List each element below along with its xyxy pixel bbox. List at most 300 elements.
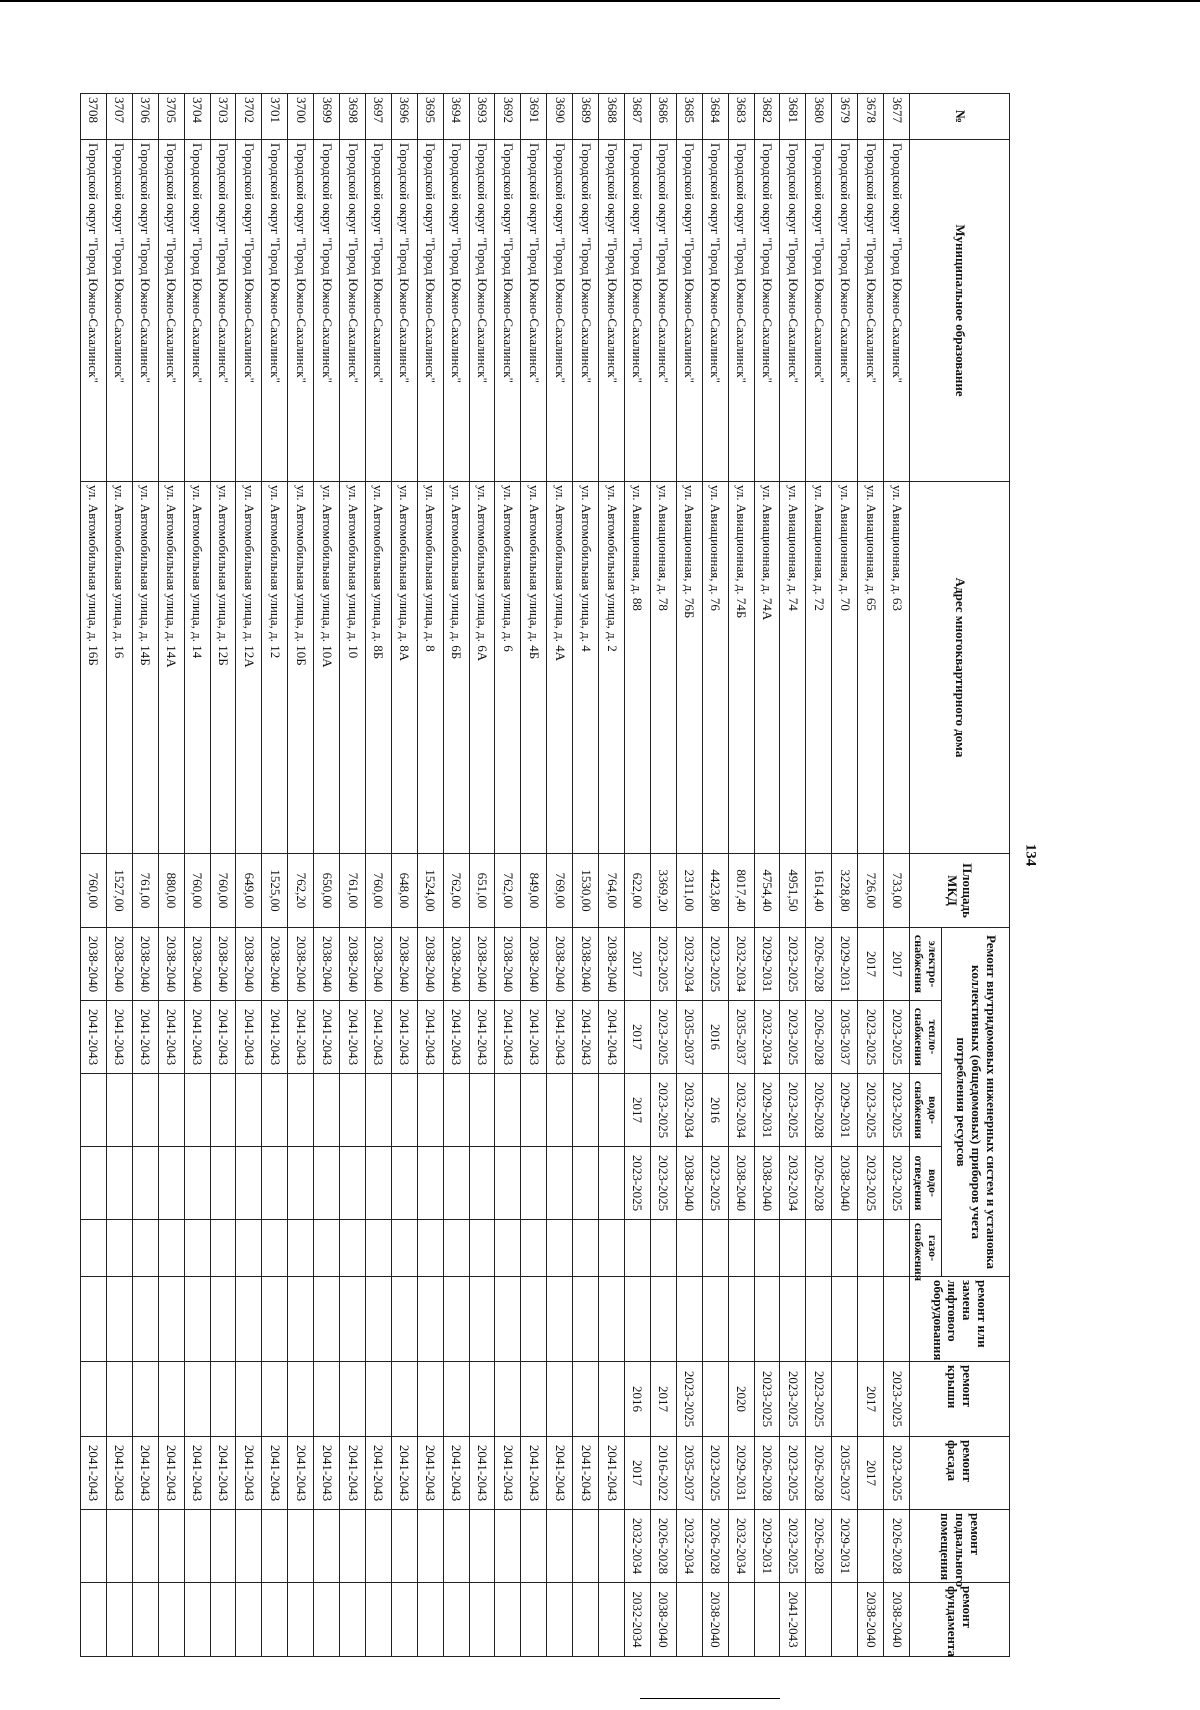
row-number: 3682: [754, 94, 780, 140]
row-water: [573, 1074, 599, 1147]
row-electric: 2023-2025: [780, 928, 806, 1001]
table-viewport: [80, 93, 1010, 1657]
row-basement: [236, 1510, 262, 1583]
row-sewer: [236, 1147, 262, 1220]
header-sewer: водо-отведения: [910, 1147, 942, 1220]
row-foundation: [184, 1583, 210, 1657]
row-basement: 2032-2034: [676, 1510, 702, 1583]
row-area: 760,00: [184, 854, 210, 928]
row-municipality: Городской округ "Город Южно-Сахалинск": [884, 140, 910, 482]
table-row: [314, 94, 340, 1657]
row-address: ул. Автомобильная улица, д. 8Б: [365, 482, 391, 854]
row-heat: 2016: [702, 1001, 728, 1074]
row-electric: 2038-2040: [599, 928, 625, 1001]
row-number: 3698: [340, 94, 366, 140]
row-facade: 2023-2025: [780, 1437, 806, 1510]
row-municipality: Городской округ "Город Южно-Сахалинск": [754, 140, 780, 482]
row-heat: 2041-2043: [106, 1001, 132, 1074]
row-area: 733,00: [884, 854, 910, 928]
row-sewer: [417, 1147, 443, 1220]
row-area: 4423,80: [702, 854, 728, 928]
row-address: ул. Автомобильная улица, д. 6А: [469, 482, 495, 854]
row-facade: 2029-2031: [728, 1437, 754, 1510]
table-row: [806, 94, 832, 1657]
row-number: 3697: [365, 94, 391, 140]
row-number: 3699: [314, 94, 340, 140]
row-municipality: Городской округ "Город Южно-Сахалинск": [184, 140, 210, 482]
row-basement: [521, 1510, 547, 1583]
table-row: [884, 94, 910, 1657]
row-roof: 2023-2025: [754, 1362, 780, 1437]
row-electric: 2038-2040: [573, 928, 599, 1001]
row-roof: [132, 1362, 158, 1437]
row-number: 3685: [676, 94, 702, 140]
row-address: ул. Автомобильная улица, д. 4А: [547, 482, 573, 854]
row-number: 3702: [236, 94, 262, 140]
row-roof: [547, 1362, 573, 1437]
row-area: 1525,00: [262, 854, 288, 928]
row-address: ул. Автомобильная улица, д. 8: [417, 482, 443, 854]
row-address: ул. Автомобильная улица, д. 12А: [236, 482, 262, 854]
row-facade: 2041-2043: [599, 1437, 625, 1510]
row-facade: 2041-2043: [340, 1437, 366, 1510]
row-number: 3695: [417, 94, 443, 140]
row-sewer: [288, 1147, 314, 1220]
row-gas: [340, 1220, 366, 1277]
row-number: 3679: [832, 94, 858, 140]
row-roof: 2023-2025: [884, 1362, 910, 1437]
row-facade: 2041-2043: [236, 1437, 262, 1510]
row-gas: [469, 1220, 495, 1277]
row-water: [599, 1074, 625, 1147]
row-address: ул. Автомобильная улица, д. 12: [262, 482, 288, 854]
row-electric: 2029-2031: [832, 928, 858, 1001]
row-basement: 2029-2031: [754, 1510, 780, 1583]
row-gas: [210, 1220, 236, 1277]
row-facade: 2041-2043: [547, 1437, 573, 1510]
row-lift: [806, 1277, 832, 1362]
row-water: 2023-2025: [780, 1074, 806, 1147]
row-address: ул. Автомобильная улица, д. 14А: [158, 482, 184, 854]
row-municipality: Городской округ "Город Южно-Сахалинск": [806, 140, 832, 482]
row-foundation: [754, 1583, 780, 1657]
row-roof: 2017: [858, 1362, 884, 1437]
header-foundation: ремонт фундамента: [910, 1583, 1010, 1657]
table-row: [340, 94, 366, 1657]
row-number: 3706: [132, 94, 158, 140]
row-number: 3705: [158, 94, 184, 140]
row-roof: [832, 1362, 858, 1437]
row-foundation: [262, 1583, 288, 1657]
row-electric: 2023-2025: [650, 928, 676, 1001]
row-lift: [702, 1277, 728, 1362]
table-row: [158, 94, 184, 1657]
row-sewer: 2023-2025: [858, 1147, 884, 1220]
row-basement: [547, 1510, 573, 1583]
row-address: ул. Автомобильная улица, д. 8А: [391, 482, 417, 854]
row-facade: 2026-2028: [754, 1437, 780, 1510]
row-lift: [573, 1277, 599, 1362]
row-electric: 2038-2040: [340, 928, 366, 1001]
row-gas: [858, 1220, 884, 1277]
row-facade: 2041-2043: [495, 1437, 521, 1510]
row-number: 3708: [81, 94, 107, 140]
row-facade: 2041-2043: [288, 1437, 314, 1510]
row-heat: 2041-2043: [547, 1001, 573, 1074]
row-gas: [495, 1220, 521, 1277]
row-roof: 2017: [650, 1362, 676, 1437]
row-roof: [391, 1362, 417, 1437]
row-electric: 2038-2040: [288, 928, 314, 1001]
row-municipality: Городской округ "Город Южно-Сахалинск": [417, 140, 443, 482]
row-electric: 2038-2040: [314, 928, 340, 1001]
row-facade: 2035-2037: [832, 1437, 858, 1510]
row-facade: 2023-2025: [702, 1437, 728, 1510]
row-sewer: [314, 1147, 340, 1220]
row-basement: [340, 1510, 366, 1583]
row-sewer: 2038-2040: [832, 1147, 858, 1220]
row-roof: [158, 1362, 184, 1437]
row-roof: [288, 1362, 314, 1437]
row-heat: 2041-2043: [443, 1001, 469, 1074]
row-basement: [81, 1510, 107, 1583]
row-lift: [469, 1277, 495, 1362]
row-basement: [573, 1510, 599, 1583]
row-water: 2029-2031: [832, 1074, 858, 1147]
row-electric: 2029-2031: [754, 928, 780, 1001]
row-gas: [547, 1220, 573, 1277]
row-address: ул. Автомобильная улица, д. 6Б: [443, 482, 469, 854]
row-roof: [236, 1362, 262, 1437]
row-foundation: [81, 1583, 107, 1657]
row-address: ул. Автомобильная улица, д. 10Б: [288, 482, 314, 854]
row-basement: [184, 1510, 210, 1583]
row-roof: [521, 1362, 547, 1437]
row-lift: [728, 1277, 754, 1362]
row-basement: 2026-2028: [702, 1510, 728, 1583]
row-water: [132, 1074, 158, 1147]
row-gas: [314, 1220, 340, 1277]
row-municipality: Городской округ "Город Южно-Сахалинск": [158, 140, 184, 482]
row-basement: [132, 1510, 158, 1583]
row-heat: 2041-2043: [81, 1001, 107, 1074]
table-row: [495, 94, 521, 1657]
table-row: [236, 94, 262, 1657]
row-heat: 2035-2037: [832, 1001, 858, 1074]
row-municipality: Городской округ "Город Южно-Сахалинск": [495, 140, 521, 482]
row-area: 762,00: [443, 854, 469, 928]
row-electric: 2032-2034: [676, 928, 702, 1001]
row-gas: [573, 1220, 599, 1277]
row-address: ул. Автомобильная улица, д. 14Б: [132, 482, 158, 854]
row-water: [236, 1074, 262, 1147]
row-foundation: [288, 1583, 314, 1657]
row-heat: 2041-2043: [391, 1001, 417, 1074]
table-row: [599, 94, 625, 1657]
row-electric: 2038-2040: [365, 928, 391, 1001]
table-row: [728, 94, 754, 1657]
row-electric: 2038-2040: [106, 928, 132, 1001]
row-lift: [210, 1277, 236, 1362]
table-row: [417, 94, 443, 1657]
row-basement: [314, 1510, 340, 1583]
row-facade: 2041-2043: [521, 1437, 547, 1510]
row-foundation: 2038-2040: [702, 1583, 728, 1657]
row-lift: [521, 1277, 547, 1362]
row-foundation: [806, 1583, 832, 1657]
row-gas: [702, 1220, 728, 1277]
row-gas: [754, 1220, 780, 1277]
row-foundation: [521, 1583, 547, 1657]
row-electric: 2038-2040: [469, 928, 495, 1001]
row-roof: [469, 1362, 495, 1437]
row-municipality: Городской округ "Город Южно-Сахалинск": [728, 140, 754, 482]
row-foundation: [314, 1583, 340, 1657]
row-gas: [625, 1220, 651, 1277]
row-lift: [547, 1277, 573, 1362]
row-heat: 2035-2037: [676, 1001, 702, 1074]
row-area: 726,00: [858, 854, 884, 928]
row-municipality: Городской округ "Город Южно-Сахалинск": [262, 140, 288, 482]
row-electric: 2038-2040: [81, 928, 107, 1001]
row-roof: 2016: [625, 1362, 651, 1437]
row-roof: [417, 1362, 443, 1437]
table-row: [469, 94, 495, 1657]
row-sewer: [132, 1147, 158, 1220]
row-heat: 2035-2037: [728, 1001, 754, 1074]
row-heat: 2041-2043: [521, 1001, 547, 1074]
row-foundation: 2038-2040: [858, 1583, 884, 1657]
row-basement: 2029-2031: [832, 1510, 858, 1583]
row-number: 3678: [858, 94, 884, 140]
row-electric: 2023-2025: [702, 928, 728, 1001]
row-area: 769,00: [547, 854, 573, 928]
row-municipality: Городской округ "Город Южно-Сахалинск": [288, 140, 314, 482]
header-gas: газо-снабжения: [910, 1220, 942, 1277]
header-address: Адрес многоквартирного дома: [910, 482, 1010, 854]
row-heat: 2041-2043: [184, 1001, 210, 1074]
row-area: 762,00: [495, 854, 521, 928]
header-roof: ремонт крыши: [910, 1362, 1010, 1437]
row-municipality: Городской округ "Город Южно-Сахалинск": [702, 140, 728, 482]
row-basement: [391, 1510, 417, 1583]
row-foundation: [340, 1583, 366, 1657]
row-address: ул. Авиационная, д. 63: [884, 482, 910, 854]
row-facade: 2041-2043: [81, 1437, 107, 1510]
row-water: 2032-2034: [728, 1074, 754, 1147]
row-area: 4754,40: [754, 854, 780, 928]
row-gas: [884, 1220, 910, 1277]
row-water: [417, 1074, 443, 1147]
row-gas: [236, 1220, 262, 1277]
row-heat: 2017: [625, 1001, 651, 1074]
table-row: [81, 94, 107, 1657]
row-number: 3701: [262, 94, 288, 140]
row-area: 761,00: [132, 854, 158, 928]
row-gas: [81, 1220, 107, 1277]
row-lift: [780, 1277, 806, 1362]
row-area: 764,00: [599, 854, 625, 928]
row-lift: [858, 1277, 884, 1362]
row-roof: 2020: [728, 1362, 754, 1437]
row-facade: 2041-2043: [469, 1437, 495, 1510]
row-foundation: 2041-2043: [780, 1583, 806, 1657]
table-row: [780, 94, 806, 1657]
row-basement: [599, 1510, 625, 1583]
row-sewer: [158, 1147, 184, 1220]
row-electric: 2038-2040: [132, 928, 158, 1001]
row-facade: 2041-2043: [106, 1437, 132, 1510]
row-number: 3677: [884, 94, 910, 140]
row-gas: [650, 1220, 676, 1277]
row-facade: 2041-2043: [262, 1437, 288, 1510]
row-sewer: 2038-2040: [728, 1147, 754, 1220]
row-heat: 2023-2025: [650, 1001, 676, 1074]
row-area: 648,00: [391, 854, 417, 928]
table-row: [210, 94, 236, 1657]
row-sewer: 2023-2025: [884, 1147, 910, 1220]
row-sewer: 2038-2040: [676, 1147, 702, 1220]
row-lift: [650, 1277, 676, 1362]
row-water: 2023-2025: [858, 1074, 884, 1147]
row-basement: 2026-2028: [806, 1510, 832, 1583]
row-area: 762,20: [288, 854, 314, 928]
row-roof: [210, 1362, 236, 1437]
row-sewer: [469, 1147, 495, 1220]
row-address: ул. Автомобильная улица, д. 2: [599, 482, 625, 854]
row-municipality: Городской округ "Город Южно-Сахалинск": [81, 140, 107, 482]
row-area: 760,00: [81, 854, 107, 928]
row-electric: 2038-2040: [158, 928, 184, 1001]
row-address: ул. Авиационная, д. 76: [702, 482, 728, 854]
row-roof: [314, 1362, 340, 1437]
table-row: [650, 94, 676, 1657]
row-foundation: [728, 1583, 754, 1657]
row-lift: [262, 1277, 288, 1362]
row-roof: 2023-2025: [806, 1362, 832, 1437]
row-area: 4951,50: [780, 854, 806, 928]
header-basement: ремонт подвального помещения: [910, 1510, 1010, 1583]
table-row: [832, 94, 858, 1657]
row-heat: 2041-2043: [210, 1001, 236, 1074]
row-gas: [391, 1220, 417, 1277]
row-water: 2016: [702, 1074, 728, 1147]
row-electric: 2032-2034: [728, 928, 754, 1001]
row-area: 650,00: [314, 854, 340, 928]
row-municipality: Городской округ "Город Южно-Сахалинск": [443, 140, 469, 482]
row-gas: [132, 1220, 158, 1277]
row-basement: 2026-2028: [650, 1510, 676, 1583]
row-basement: [417, 1510, 443, 1583]
row-electric: 2038-2040: [443, 928, 469, 1001]
row-gas: [728, 1220, 754, 1277]
row-electric: 2017: [884, 928, 910, 1001]
row-address: ул. Автомобильная улица, д. 16Б: [81, 482, 107, 854]
row-water: [81, 1074, 107, 1147]
row-basement: 2023-2025: [780, 1510, 806, 1583]
row-water: [547, 1074, 573, 1147]
row-number: 3687: [625, 94, 651, 140]
row-water: 2023-2025: [884, 1074, 910, 1147]
row-foundation: 2038-2040: [650, 1583, 676, 1657]
row-roof: [443, 1362, 469, 1437]
row-municipality: Городской округ "Город Южно-Сахалинск": [599, 140, 625, 482]
row-lift: [365, 1277, 391, 1362]
row-sewer: [391, 1147, 417, 1220]
row-municipality: Городской округ "Город Южно-Сахалинск": [676, 140, 702, 482]
row-facade: 2041-2043: [210, 1437, 236, 1510]
row-address: ул. Автомобильная улица, д. 6: [495, 482, 521, 854]
row-foundation: [417, 1583, 443, 1657]
row-municipality: Городской округ "Город Южно-Сахалинск": [210, 140, 236, 482]
row-gas: [780, 1220, 806, 1277]
row-water: [495, 1074, 521, 1147]
table-row: [702, 94, 728, 1657]
row-area: 1530,00: [573, 854, 599, 928]
row-foundation: [210, 1583, 236, 1657]
row-heat: 2032-2034: [754, 1001, 780, 1074]
row-roof: [184, 1362, 210, 1437]
row-heat: 2041-2043: [469, 1001, 495, 1074]
row-number: 3689: [573, 94, 599, 140]
table-row: [573, 94, 599, 1657]
row-address: ул. Авиационная, д. 76Б: [676, 482, 702, 854]
row-water: [469, 1074, 495, 1147]
row-roof: [599, 1362, 625, 1437]
row-lift: [599, 1277, 625, 1362]
row-water: 2023-2025: [650, 1074, 676, 1147]
row-lift: [132, 1277, 158, 1362]
row-roof: 2023-2025: [780, 1362, 806, 1437]
row-foundation: [469, 1583, 495, 1657]
row-roof: [702, 1362, 728, 1437]
row-gas: [106, 1220, 132, 1277]
row-basement: [106, 1510, 132, 1583]
row-sewer: 2023-2025: [650, 1147, 676, 1220]
row-basement: [469, 1510, 495, 1583]
row-area: 3369,20: [650, 854, 676, 928]
row-lift: [884, 1277, 910, 1362]
row-lift: [314, 1277, 340, 1362]
row-address: ул. Авиационная, д. 74А: [754, 482, 780, 854]
row-facade: 2023-2025: [884, 1437, 910, 1510]
row-roof: [262, 1362, 288, 1437]
row-address: ул. Авиационная, д. 70: [832, 482, 858, 854]
row-sewer: [184, 1147, 210, 1220]
row-number: 3704: [184, 94, 210, 140]
row-municipality: Городской округ "Город Южно-Сахалинск": [132, 140, 158, 482]
row-address: ул. Авиационная, д. 72: [806, 482, 832, 854]
row-basement: [158, 1510, 184, 1583]
row-foundation: [832, 1583, 858, 1657]
row-number: 3688: [599, 94, 625, 140]
row-address: ул. Авиационная, д. 74Б: [728, 482, 754, 854]
row-municipality: Городской округ "Город Южно-Сахалинск": [365, 140, 391, 482]
row-heat: 2041-2043: [340, 1001, 366, 1074]
row-water: 2029-2031: [754, 1074, 780, 1147]
row-heat: 2041-2043: [132, 1001, 158, 1074]
scan-edge-bottom: [640, 1698, 780, 1699]
row-basement: [443, 1510, 469, 1583]
row-municipality: Городской округ "Город Южно-Сахалинск": [469, 140, 495, 482]
table-row: [132, 94, 158, 1657]
row-sewer: [599, 1147, 625, 1220]
header-heat: тепло-снабжения: [910, 1001, 942, 1074]
row-heat: 2023-2025: [884, 1001, 910, 1074]
row-facade: 2041-2043: [184, 1437, 210, 1510]
row-heat: 2041-2043: [314, 1001, 340, 1074]
row-basement: [495, 1510, 521, 1583]
